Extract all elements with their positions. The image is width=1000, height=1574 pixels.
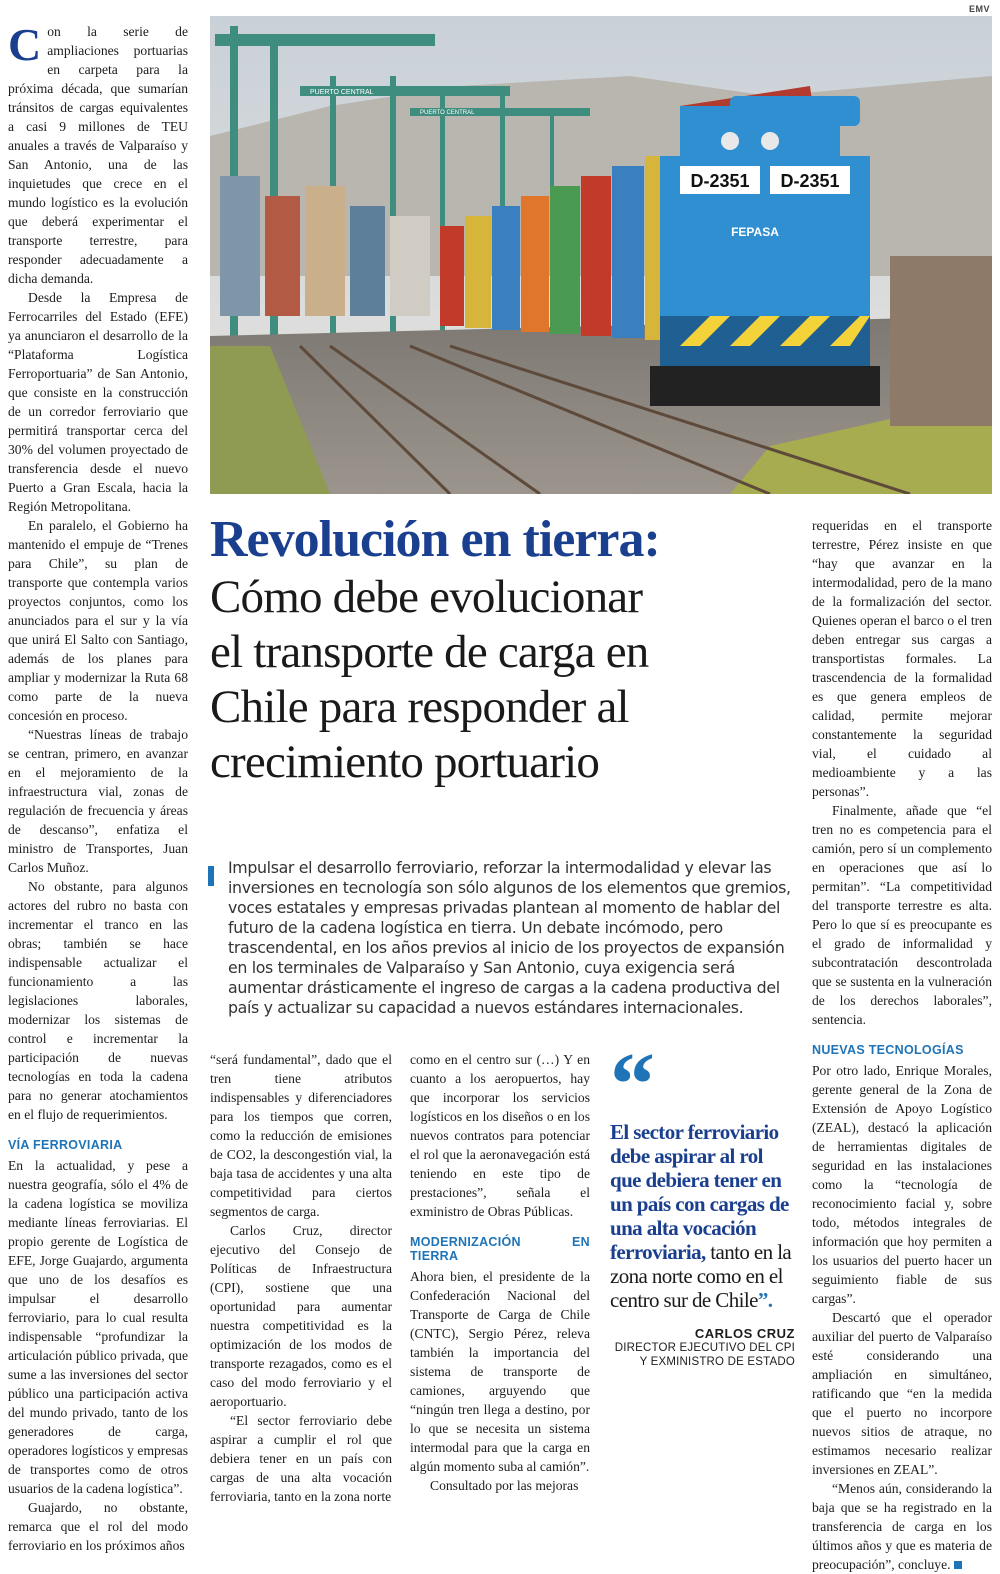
headline-line-4: crecimiento portuario <box>210 736 600 788</box>
headline-line-3: Chile para responder al <box>210 681 629 733</box>
headline <box>210 510 800 790</box>
loco-number: D-2351 <box>690 171 750 191</box>
page-mark: EMV <box>968 4 990 14</box>
col2-p1: “será fundamental”, dado que el tren tiene atributos indispensables y diferenciadores para los tiempos que corren, como la reducción de emisiones de CO2, la descongestión vial, la baja tasa de accidentes y una alta competitividad para ciertos segmentos de carga. <box>210 1052 392 1219</box>
col1-p5: No obstante, para algunos actores del rubro no basta con incrementar el tranco en las obras; también se hace indispensable actualizar el funcionamiento a las legislaciones laborales, modernizar los sistemas de control e incrementar la participación de nuevas tecnologías en toda la cadena para no generar atochamientos en el flujo de requerimientos. <box>8 879 188 1122</box>
quote-role-1: DIRECTOR EJECUTIVO DEL CPI <box>614 1342 795 1354</box>
lead-bar <box>208 866 214 886</box>
quote-rest: tanto en la zona norte como en el centro sur de Chile <box>610 1240 792 1312</box>
col4-p1: requeridas en el transporte terrestre, Pérez insiste en que “hay que avanzar en la intermodalidad, pero de la mano de la formalización del sector. Quienes operan el barco o el tren deben entregar sus cargas a transportistas formales. La trascendencia de la formalidad es que genera empleos de calidad, permite mejorar constantemente la seguridad vial, el cuidado al medioambiente y a las personas”. <box>812 518 992 799</box>
lead-paragraph <box>212 858 792 1018</box>
pull-quote <box>610 1035 795 1369</box>
col4-p4: Descartó que el operador auxiliar del puerto de Valparaíso esté considerando una ampliación en simultáneo, ratificando que “en la medida que el puerto no incorpore nuevos sitios de atraque, no estimamos necesario realizar inversiones en ZEAL”. <box>812 1310 992 1477</box>
col4-p2: Finalmente, añade que “el tren no es competencia para el camión, pero sí un complemento en operaciones que así lo permitan”. “La competitividad del transporte terrestre es alta. Pero lo que sí es preocupante es el grado de informalidad y subcontratación descontrolada que se sustenta en la vulneración de los derechos laborales”, sentencia. <box>812 803 992 1027</box>
column-3 <box>410 1050 590 1495</box>
loco-brand: FEPASA <box>731 225 779 239</box>
col1-p1: on la serie de ampliaciones portuarias en carpeta para la próxima década, que sumarían tránsitos de cargas equivalentes a casi 9 millones de TEU anuales a través de Valparaíso y San Antonio, una de las inquietudes que crece en el mundo logístico es la evolución que deberá experimentar el transporte terrestre, para responder adecuadamente a dicha demanda. <box>8 24 188 286</box>
col3-p3: Consultado por las mejoras <box>430 1478 579 1493</box>
col1-p6: En la actualidad, y pese a nuestra geografía, sólo el 4% de la cadena logística se moviliza mediante líneas ferroviarias. El propio gerente de Logística de EFE, Jorge Guajardo, argumenta que uno de los desafíos es impulsar el desarrollo ferroviario, para lo cual resulta indispensable “profundizar la articulación público privada, que sume a las inversiones del sector público una participación activa del mundo privado, tanto de los generadores de carga, operadores logísticos y empresas de transportes como de otros usuarios de la cadena logística”. <box>8 1158 188 1496</box>
col3-p2: Ahora bien, el presidente de la Confederación Nacional del Transporte de Carga de Chile (CNTC), Sergio Pérez, releva también la importancia del sistema de transporte de camiones, arguyendo que “ningún tren llega a destino, por lo que se necesita un sistema intermodal para que la carga en algún momento suba al camión”. <box>410 1269 590 1474</box>
quote-attribution <box>610 1326 795 1369</box>
col1-p4: “Nuestras líneas de trabajo se centran, primero, en avanzar en el mejoramiento de la infraestructura vial, zonas de regulación de frecuencia y áreas de descanso”, enfatiza el ministro de Transportes, Juan Carlos Muñoz. <box>8 727 188 875</box>
col1-p7: Guajardo, no obstante, remarca que el rol del modo ferroviario en los próximos años <box>8 1500 188 1553</box>
quote-role-2: Y EXMINISTRO DE ESTADO <box>639 1356 795 1368</box>
quote-bold: El sector ferroviario debe aspirar al rol que debiera tener en un país con cargas de una alta vocación ferroviaria, <box>610 1120 789 1264</box>
lead-text: Impulsar el desarrollo ferroviario, reforzar la intermodalidad y elevar las inversiones en tecnología son sólo algunos de los elementos que gremios, voces estatales y empresas privadas plantean al momento de hablar del futuro de la cadena logística en tierra. Un debate incómodo, pero trascendental, en los años previos al inicio de los proyectos de expansión en los terminales de Valparaíso y San Antonio, cuya exigencia será aumentar drásticamente el ingreso de cargas a la cadena productiva del país y actualizar su capacidad a nuevos estándares internacionales. <box>228 858 791 1017</box>
col4-p5: “Menos aún, considerando la baja que se ha registrado en la transferencia de carga en los últimos años y que es materia de preocupación”, concluye. <box>812 1481 992 1572</box>
col3-p1: como en el centro sur (…) Y en cuanto a los aeropuertos, hay que incorporar los servicios logísticos en los diseños o en los nuevos contratos para potenciar el rol que la aeronavegación está teniendo en este tipo de prestaciones”, señala el exministro de Obras Públicas. <box>410 1052 590 1219</box>
headline-blue: Revolución en tierra: <box>210 511 660 568</box>
column-2 <box>210 1050 392 1506</box>
headline-line-1: Cómo debe evolucionar <box>210 571 643 623</box>
end-mark-icon <box>954 1561 962 1569</box>
col1-p3: En paralelo, el Gobierno ha mantenido el empuje de “Trenes para Chile”, su plan de transporte que contempla varios proyectos conjuntos, como los anunciados para el sur y la vía que unirá El Salto con Santiago, además de los planes para ampliar y modernizar la Ruta 68 como parte de la nueva concesión en proceso. <box>8 518 188 723</box>
crane-sign-2: PUERTO CENTRAL <box>420 110 475 116</box>
quote-close: ”. <box>757 1288 773 1312</box>
quote-body <box>610 1120 795 1312</box>
drop-cap: C <box>8 19 42 70</box>
quote-mark-icon: “ <box>610 1035 655 1134</box>
train-photo <box>210 16 992 494</box>
loco-number-2: D-2351 <box>780 171 840 191</box>
column-4 <box>812 516 992 1574</box>
subhead-modernizacion: MODERNIZACIÓN EN TIERRA <box>410 1235 590 1263</box>
col2-p2: Carlos Cruz, director ejecutivo del Consejo de Políticas de Infraestructura (CPI), sostiene que una oportunidad para aumentar nuestra competitividad es la optimización de los modos de transporte rezagados, como es el caso del modo ferroviario y el aeroportuario. <box>210 1223 392 1409</box>
headline-line-2: el transporte de carga en <box>210 626 649 678</box>
col1-p2: Desde la Empresa de Ferrocarriles del Estado (EFE) ya anunciaron el desarrollo de la “Plataforma Logística Ferroportuaria” de San Antonio, que consiste en la construcción de un corredor ferroviario que permitirá transportar cerca del 30% del volumen proyectado de transferencia desde el nuevo Puerto a Gran Escala, hacia la Región Metropolitana. <box>8 290 188 514</box>
quote-name: CARLOS CRUZ <box>694 1326 795 1341</box>
col4-p3: Por otro lado, Enrique Morales, gerente general de la Zona de Extensión de Apoyo Logístico (ZEAL), destacó la aplicación de herramientas digitales de seguridad en las instalaciones como la “tecnología de reconocimiento facial y, sobre todo, métodos integrales de información que hoy permiten a los usuarios del puerto hacer un seguimiento fiable de sus cargas”. <box>812 1063 992 1306</box>
column-1 <box>8 19 188 1555</box>
crane-sign: PUERTO CENTRAL <box>310 89 374 96</box>
subhead-nuevas-tecnologias: NUEVAS TECNOLOGÍAS <box>812 1043 964 1057</box>
subhead-via-ferroviaria: VÍA FERROVIARIA <box>8 1138 123 1152</box>
col2-p3: “El sector ferroviario debe aspirar a cumplir el rol que debiera tener en un país con cargas de una alta vocación ferroviaria, tanto en la zona norte <box>210 1413 392 1504</box>
